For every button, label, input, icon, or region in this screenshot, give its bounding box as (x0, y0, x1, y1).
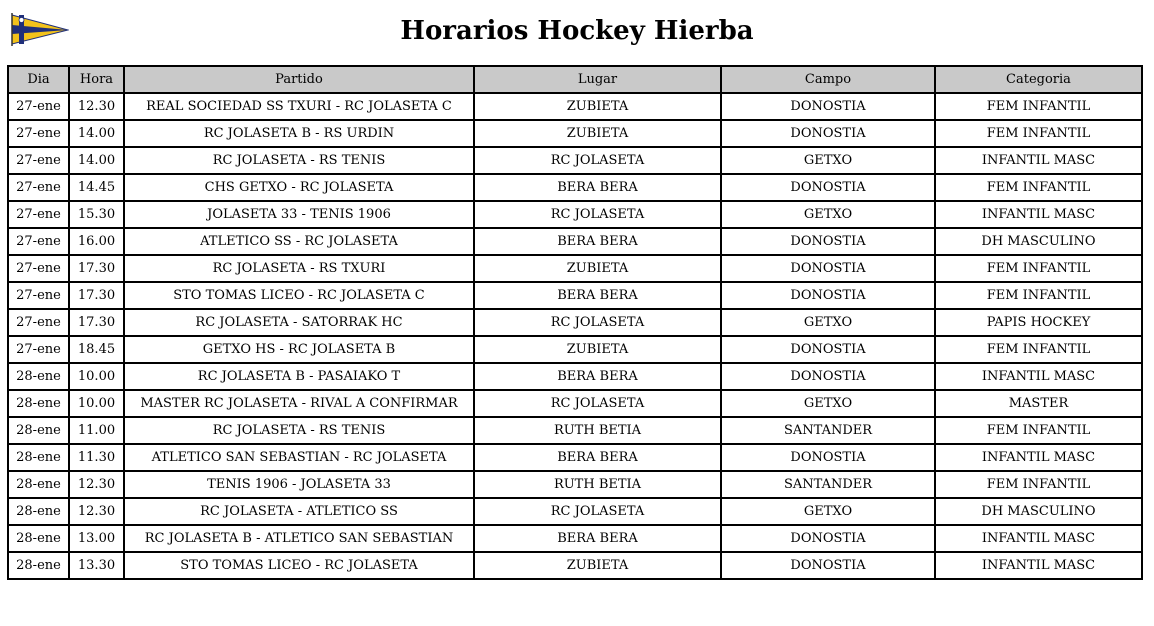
cell-lugar: RUTH BETIA (474, 471, 721, 498)
cell-hora: 16.00 (69, 228, 124, 255)
cell-hora: 15.30 (69, 201, 124, 228)
cell-campo: DONOSTIA (721, 93, 935, 120)
cell-dia: 27-ene (8, 255, 69, 282)
cell-partido: RC JOLASETA B - RS URDIN (124, 120, 474, 147)
cell-dia: 27-ene (8, 282, 69, 309)
cell-hora: 17.30 (69, 309, 124, 336)
table-row (8, 282, 1142, 309)
cell-dia: 28-ene (8, 471, 69, 498)
table-row (8, 471, 1142, 498)
cell-dia: 27-ene (8, 147, 69, 174)
cell-hora: 10.00 (69, 390, 124, 417)
cell-partido: CHS GETXO - RC JOLASETA (124, 174, 474, 201)
cell-lugar: ZUBIETA (474, 93, 721, 120)
cell-dia: 28-ene (8, 390, 69, 417)
cell-partido: TENIS 1906 - JOLASETA 33 (124, 471, 474, 498)
cell-partido: REAL SOCIEDAD SS TXURI - RC JOLASETA C (124, 93, 474, 120)
cell-lugar: RC JOLASETA (474, 147, 721, 174)
table-row (8, 363, 1142, 390)
cell-dia: 28-ene (8, 444, 69, 471)
header-partido: Partido (124, 66, 474, 93)
cell-categoria: FEM INFANTIL (935, 174, 1142, 201)
cell-partido: RC JOLASETA B - ATLETICO SAN SEBASTIAN (124, 525, 474, 552)
cell-hora: 11.30 (69, 444, 124, 471)
cell-dia: 27-ene (8, 336, 69, 363)
cell-categoria: FEM INFANTIL (935, 471, 1142, 498)
table-row (8, 525, 1142, 552)
cell-lugar: RC JOLASETA (474, 498, 721, 525)
cell-campo: SANTANDER (721, 471, 935, 498)
cell-campo: SANTANDER (721, 417, 935, 444)
table-row (8, 201, 1142, 228)
cell-lugar: ZUBIETA (474, 255, 721, 282)
cell-dia: 28-ene (8, 552, 69, 579)
cell-categoria: FEM INFANTIL (935, 417, 1142, 444)
cell-dia: 27-ene (8, 228, 69, 255)
cell-campo: GETXO (721, 147, 935, 174)
cell-categoria: INFANTIL MASC (935, 201, 1142, 228)
cell-campo: DONOSTIA (721, 444, 935, 471)
cell-hora: 11.00 (69, 417, 124, 444)
cell-categoria: FEM INFANTIL (935, 93, 1142, 120)
cell-lugar: RC JOLASETA (474, 390, 721, 417)
cell-dia: 27-ene (8, 201, 69, 228)
cell-categoria: DH MASCULINO (935, 498, 1142, 525)
header-dia: Dia (8, 66, 69, 93)
cell-hora: 14.00 (69, 120, 124, 147)
cell-lugar: RUTH BETIA (474, 417, 721, 444)
table-row (8, 417, 1142, 444)
cell-dia: 28-ene (8, 417, 69, 444)
cell-lugar: BERA BERA (474, 174, 721, 201)
cell-lugar: BERA BERA (474, 444, 721, 471)
cell-partido: RC JOLASETA - RS TENIS (124, 147, 474, 174)
cell-partido: RC JOLASETA - RS TXURI (124, 255, 474, 282)
cell-categoria: INFANTIL MASC (935, 525, 1142, 552)
cell-campo: DONOSTIA (721, 282, 935, 309)
cell-categoria: FEM INFANTIL (935, 255, 1142, 282)
cell-dia: 27-ene (8, 120, 69, 147)
cell-dia: 27-ene (8, 93, 69, 120)
cell-lugar: ZUBIETA (474, 552, 721, 579)
cell-campo: DONOSTIA (721, 174, 935, 201)
cell-hora: 17.30 (69, 282, 124, 309)
table-row (8, 309, 1142, 336)
table-row (8, 498, 1142, 525)
cell-partido: MASTER RC JOLASETA - RIVAL A CONFIRMAR (124, 390, 474, 417)
schedule-body (8, 93, 1142, 579)
cell-hora: 14.00 (69, 147, 124, 174)
cell-hora: 12.30 (69, 93, 124, 120)
cell-categoria: FEM INFANTIL (935, 336, 1142, 363)
header-categoria: Categoria (935, 66, 1142, 93)
cell-categoria: INFANTIL MASC (935, 147, 1142, 174)
cell-hora: 14.45 (69, 174, 124, 201)
cell-dia: 28-ene (8, 525, 69, 552)
header-campo: Campo (721, 66, 935, 93)
table-row (8, 228, 1142, 255)
table-row (8, 147, 1142, 174)
table-row (8, 336, 1142, 363)
cell-campo: GETXO (721, 201, 935, 228)
cell-hora: 18.45 (69, 336, 124, 363)
cell-hora: 10.00 (69, 363, 124, 390)
cell-hora: 13.30 (69, 552, 124, 579)
cell-campo: GETXO (721, 498, 935, 525)
cell-dia: 28-ene (8, 498, 69, 525)
cell-lugar: BERA BERA (474, 228, 721, 255)
cell-categoria: MASTER (935, 390, 1142, 417)
table-row (8, 174, 1142, 201)
cell-partido: RC JOLASETA - ATLETICO SS (124, 498, 474, 525)
header-row (8, 66, 1142, 93)
cell-categoria: PAPIS HOCKEY (935, 309, 1142, 336)
cell-lugar: ZUBIETA (474, 336, 721, 363)
header-lugar: Lugar (474, 66, 721, 93)
cell-hora: 12.30 (69, 498, 124, 525)
cell-partido: JOLASETA 33 - TENIS 1906 (124, 201, 474, 228)
cell-campo: DONOSTIA (721, 120, 935, 147)
cell-campo: DONOSTIA (721, 525, 935, 552)
cell-partido: RC JOLASETA B - PASAIAKO T (124, 363, 474, 390)
cell-partido: ATLETICO SS - RC JOLASETA (124, 228, 474, 255)
cell-categoria: FEM INFANTIL (935, 282, 1142, 309)
cell-categoria: INFANTIL MASC (935, 552, 1142, 579)
cell-campo: DONOSTIA (721, 363, 935, 390)
cell-hora: 13.00 (69, 525, 124, 552)
cell-lugar: RC JOLASETA (474, 309, 721, 336)
cell-hora: 17.30 (69, 255, 124, 282)
cell-campo: DONOSTIA (721, 552, 935, 579)
page-title: Horarios Hockey Hierba (400, 16, 754, 46)
cell-partido: GETXO HS - RC JOLASETA B (124, 336, 474, 363)
cell-dia: 27-ene (8, 174, 69, 201)
header-hora: Hora (69, 66, 124, 93)
cell-categoria: DH MASCULINO (935, 228, 1142, 255)
cell-campo: DONOSTIA (721, 228, 935, 255)
cell-hora: 12.30 (69, 471, 124, 498)
table-row (8, 120, 1142, 147)
cell-campo: GETXO (721, 390, 935, 417)
cell-campo: GETXO (721, 309, 935, 336)
cell-dia: 28-ene (8, 363, 69, 390)
cell-partido: RC JOLASETA - SATORRAK HC (124, 309, 474, 336)
cell-categoria: INFANTIL MASC (935, 444, 1142, 471)
cell-dia: 27-ene (8, 309, 69, 336)
cell-campo: DONOSTIA (721, 336, 935, 363)
cell-lugar: RC JOLASETA (474, 201, 721, 228)
cell-campo: DONOSTIA (721, 255, 935, 282)
cell-partido: RC JOLASETA - RS TENIS (124, 417, 474, 444)
cell-partido: STO TOMAS LICEO - RC JOLASETA C (124, 282, 474, 309)
cell-lugar: ZUBIETA (474, 120, 721, 147)
cell-lugar: BERA BERA (474, 282, 721, 309)
table-row (8, 255, 1142, 282)
table-row (8, 93, 1142, 120)
cell-partido: ATLETICO SAN SEBASTIAN - RC JOLASETA (124, 444, 474, 471)
cell-categoria: INFANTIL MASC (935, 363, 1142, 390)
cell-lugar: BERA BERA (474, 525, 721, 552)
table-row (8, 444, 1142, 471)
schedule-table (7, 65, 1143, 580)
cell-lugar: BERA BERA (474, 363, 721, 390)
cell-categoria: FEM INFANTIL (935, 120, 1142, 147)
table-row (8, 552, 1142, 579)
table-row (8, 390, 1142, 417)
cell-partido: STO TOMAS LICEO - RC JOLASETA (124, 552, 474, 579)
